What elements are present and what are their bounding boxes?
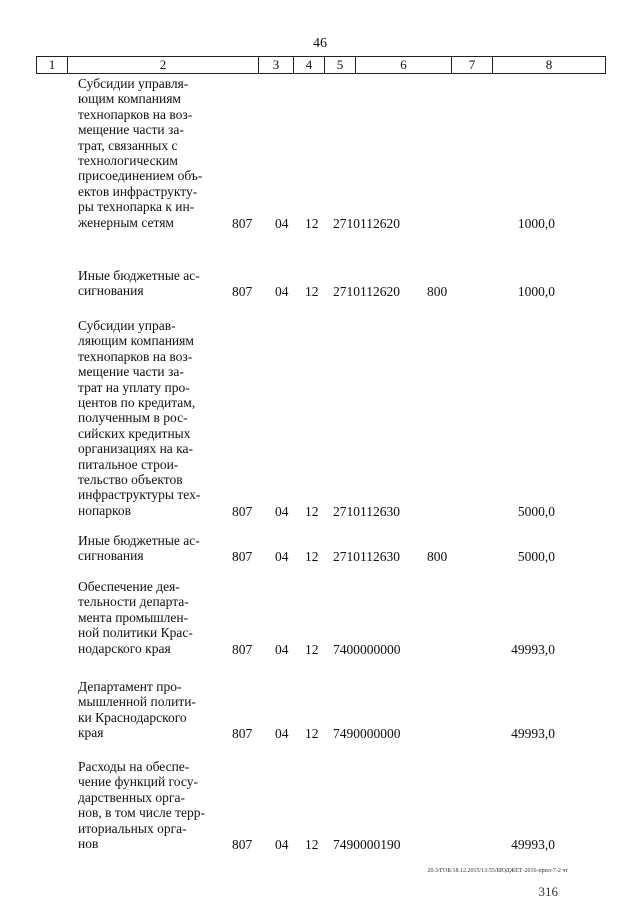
description-line: сийских кредитных — [78, 425, 191, 441]
description-line: сигнования — [78, 283, 144, 299]
description-line: ной политики Крас- — [78, 625, 193, 641]
row-description — [78, 318, 220, 518]
cell-c6: 2710112620 — [333, 215, 400, 231]
description-line: ющим компаниям — [78, 91, 181, 107]
cell-c6: 7490000000 — [333, 726, 401, 742]
cell-c6: 2710112630 — [333, 503, 400, 519]
row-description — [78, 533, 220, 564]
description-line: присоединением объ- — [78, 168, 203, 184]
row-description — [78, 759, 220, 851]
row-description — [78, 679, 220, 741]
cell-c5: 12 — [305, 503, 319, 519]
description-line: нопарков — [78, 502, 131, 518]
cell-c8: 1000,0 — [517, 215, 555, 231]
description-line: Иные бюджетные ас- — [78, 268, 200, 283]
description-line: женерным сетям — [78, 214, 174, 230]
description-line: сигнования — [78, 548, 144, 564]
cell-c4: 04 — [275, 837, 289, 852]
cell-c3: 807 — [232, 549, 253, 565]
description-line: Обеспечение дея- — [78, 579, 180, 594]
description-line: тельности департа- — [78, 594, 189, 610]
description-line: Департамент про- — [78, 679, 182, 694]
description-line: дарственных орга- — [78, 789, 185, 805]
description-line: мышленной полити- — [78, 694, 196, 710]
description-line: края — [78, 725, 104, 741]
cell-c8: 49993,0 — [511, 726, 555, 742]
cell-c6: 7400000000 — [333, 641, 401, 657]
cell-c4: 04 — [275, 726, 289, 742]
description-line: Иные бюджетные ас- — [78, 533, 200, 548]
description-line: чение функций госу- — [78, 774, 198, 790]
description-line: тельство объектов — [78, 472, 183, 488]
cell-c7: 800 — [427, 549, 448, 565]
cell-c8: 49993,0 — [511, 641, 555, 657]
description-line: нов — [78, 836, 99, 852]
cell-c6: 7490000190 — [333, 837, 401, 852]
description-line: центов по кредитам, — [78, 395, 196, 411]
cell-c7: 800 — [427, 284, 448, 300]
cell-c4: 04 — [275, 641, 289, 657]
header-col-8: 8 — [492, 57, 605, 73]
header-col-3: 3 — [258, 57, 293, 73]
description-line: мента промышлен- — [78, 609, 189, 625]
description-line: инфраструктуры тех- — [78, 487, 201, 503]
footer-page-number: 316 — [538, 884, 558, 899]
description-line: ры технопарка к ин- — [78, 199, 195, 215]
description-line: ляющим компаниям — [78, 333, 194, 349]
cell-c5: 12 — [305, 641, 319, 657]
description-line: трат, связанных с — [78, 137, 178, 153]
cell-c6: 2710112630 — [333, 549, 400, 565]
header-col-2: 2 — [67, 57, 258, 73]
description-line: технопарков на воз- — [78, 106, 193, 122]
cell-c4: 04 — [275, 284, 289, 300]
cell-c5: 12 — [305, 284, 319, 300]
cell-c3: 807 — [232, 215, 253, 231]
cell-c5: 12 — [305, 549, 319, 565]
cell-c8: 49993,0 — [511, 837, 555, 852]
cell-c5: 12 — [305, 837, 319, 852]
description-line: нодарского края — [78, 640, 171, 656]
header-col-5: 5 — [324, 57, 355, 73]
header-col-1: 1 — [48, 57, 56, 72]
cell-c3: 807 — [232, 284, 253, 300]
description-line: мещение части за- — [78, 122, 184, 138]
cell-c3: 807 — [232, 641, 253, 657]
description-line: организациях на ка- — [78, 441, 194, 457]
row-description — [78, 76, 220, 230]
cell-c8: 5000,0 — [517, 549, 555, 565]
header-col-7: 7 — [451, 57, 492, 73]
cell-c4: 04 — [275, 215, 289, 231]
description-line: технопарков на воз- — [78, 348, 193, 364]
page-number: 46 — [313, 36, 327, 51]
description-line: Субсидии управля- — [78, 76, 189, 91]
cell-c3: 807 — [232, 503, 253, 519]
description-line: технологическим — [78, 153, 178, 169]
description-line: ектов инфраструкту- — [78, 183, 198, 199]
cell-c5: 12 — [305, 215, 319, 231]
header-col-6: 6 — [355, 57, 451, 73]
row-description — [78, 579, 220, 656]
description-line: нов, в том числе терр- — [78, 805, 205, 821]
cell-c4: 04 — [275, 503, 289, 519]
description-line: Субсидии управ- — [78, 318, 176, 333]
cell-c5: 12 — [305, 726, 319, 742]
header-col-4: 4 — [293, 57, 324, 73]
footer-code: 20.3/ГОБ/18.12.2015/13:55/БЮДЖЕТ-2016-прил-7-2 чт — [427, 868, 568, 874]
description-line: Расходы на обеспе- — [78, 759, 190, 774]
description-line: иториальных орга- — [78, 820, 187, 836]
description-line: питальное строи- — [78, 456, 179, 472]
row-description — [78, 268, 220, 299]
description-line: трат на уплату про- — [78, 379, 190, 395]
cell-c8: 1000,0 — [517, 284, 555, 300]
description-line: полученным в рос- — [78, 410, 188, 426]
cell-c3: 807 — [232, 726, 253, 742]
cell-c8: 5000,0 — [517, 503, 555, 519]
cell-c4: 04 — [275, 549, 289, 565]
cell-c6: 2710112620 — [333, 284, 400, 300]
description-line: ки Краснодарского — [78, 709, 187, 725]
cell-c3: 807 — [232, 837, 253, 852]
table-header — [36, 56, 606, 74]
description-line: мещение части за- — [78, 364, 184, 380]
